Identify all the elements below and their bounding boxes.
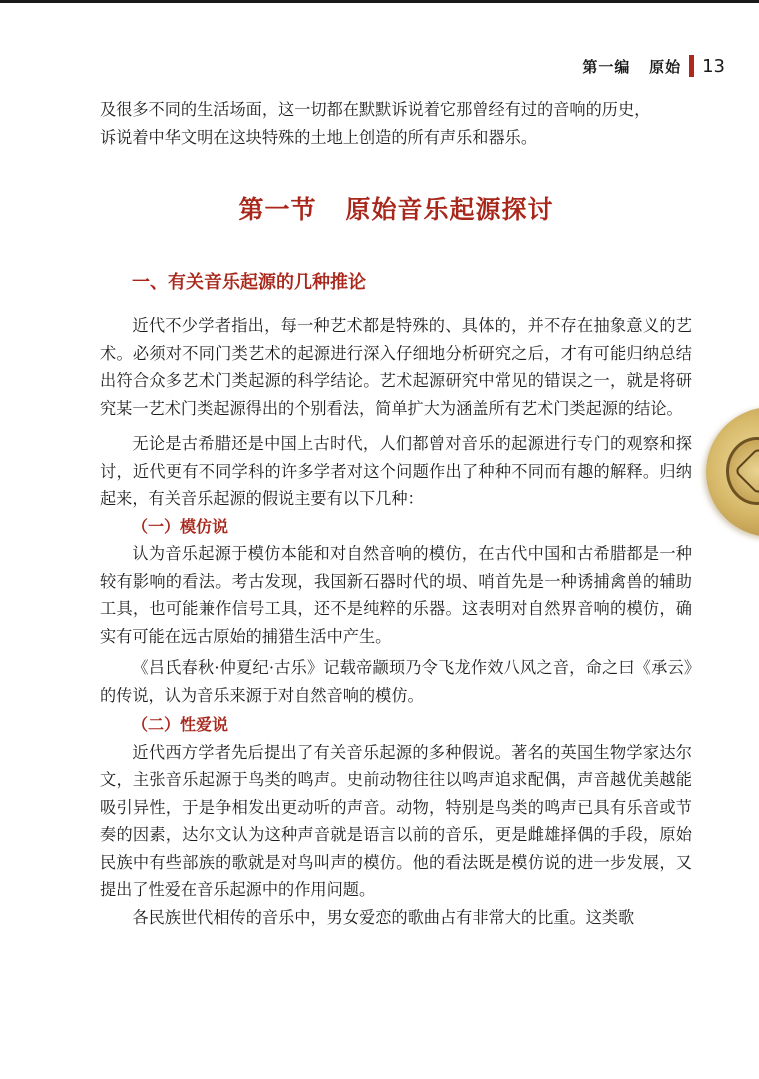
- section-title: 第一节 原始音乐起源探讨: [238, 195, 554, 224]
- intro-line-2: 诉说着中华文明在这块特殊的土地上创造的所有声乐和器乐。: [100, 127, 538, 147]
- body-paragraph: 无论是古希腊还是中国上古时代，人们都曾对音乐的起源进行专门的观察和探讨，近代更有不同学科的许多学者对这个问题作出了种种不同而有趣的解释。归纳起来，有关音乐起源的假说主要有以下几种：: [100, 434, 692, 508]
- page-number: 13: [702, 55, 725, 77]
- intro-line-1: 及很多不同的生活场面，这一切都在默默诉说着它那曾经有过的音响的历史，: [100, 100, 651, 119]
- body-paragraph: 认为音乐起源于模仿本能和对自然音响的模仿，在古代中国和古希腊都是一种较有影响的看法。考古发现，我国新石器时代的埙、哨首先是一种诱捕禽兽的辅助工具，也可能兼作信号工具，还不是纯粹的乐器。这表明对自然界音响的模仿，确实有可能在远古原始的捕猎生活中产生。: [100, 544, 692, 646]
- running-header: [582, 52, 725, 80]
- intro-block: [100, 96, 692, 151]
- artifact-emblem: [726, 437, 759, 505]
- section-body: [100, 268, 692, 931]
- body-paragraph: 近代不少学者指出，每一种艺术都是特殊的、具体的，并不存在抽象意义的艺术。必须对不同门类艺术的起源进行深入仔细地分析研究之后，才有可能归纳总结出符合众多艺术门类起源的科学结论。艺术起源研究中常见的错误之一，就是将研究某一艺术门类起源得出的个别看法，简单扩大为涵盖所有艺术门类起源的结论。: [100, 316, 692, 418]
- subsection-title: 一、有关音乐起源的几种推论: [132, 272, 366, 293]
- theory-heading-imitation: （一）模仿说: [132, 516, 229, 536]
- body-paragraph: 近代西方学者先后提出了有关音乐起源的多种假说。著名的英国生物学家达尔文，主张音乐起源于鸟类的鸣声。史前动物往往以鸣声追求配偶，声音越优美越能吸引异性，于是争相发出更动听的声音。动物，特别是鸟类的鸣声已具有乐音或节奏的因素，达尔文认为这种声音就是语言以前的音乐，更是雌雄择偶的手段，原始民族中有些部族的歌就是对鸟叫声的模仿。他的看法既是模仿说的进一步发展，又提出了性爱在音乐起源中的作用问题。: [100, 742, 692, 899]
- body-paragraph: 各民族世代相传的音乐中，男女爱恋的歌曲占有非常大的比重。这类歌: [132, 907, 635, 927]
- part-label: 第一编 原始: [582, 57, 682, 76]
- bronze-artifact-image: [706, 407, 759, 537]
- body-paragraph: 《吕氏春秋·仲夏纪·古乐》记载帝颛顼乃令飞龙作效八风之音，命之曰《承云》的传说，认为音乐来源于对自然音响的模仿。: [100, 658, 692, 705]
- theory-heading-sexual-selection: （二）性爱说: [132, 715, 229, 734]
- top-rule: [0, 0, 759, 3]
- header-accent-bar: [689, 55, 694, 77]
- artifact-pattern: [734, 447, 759, 495]
